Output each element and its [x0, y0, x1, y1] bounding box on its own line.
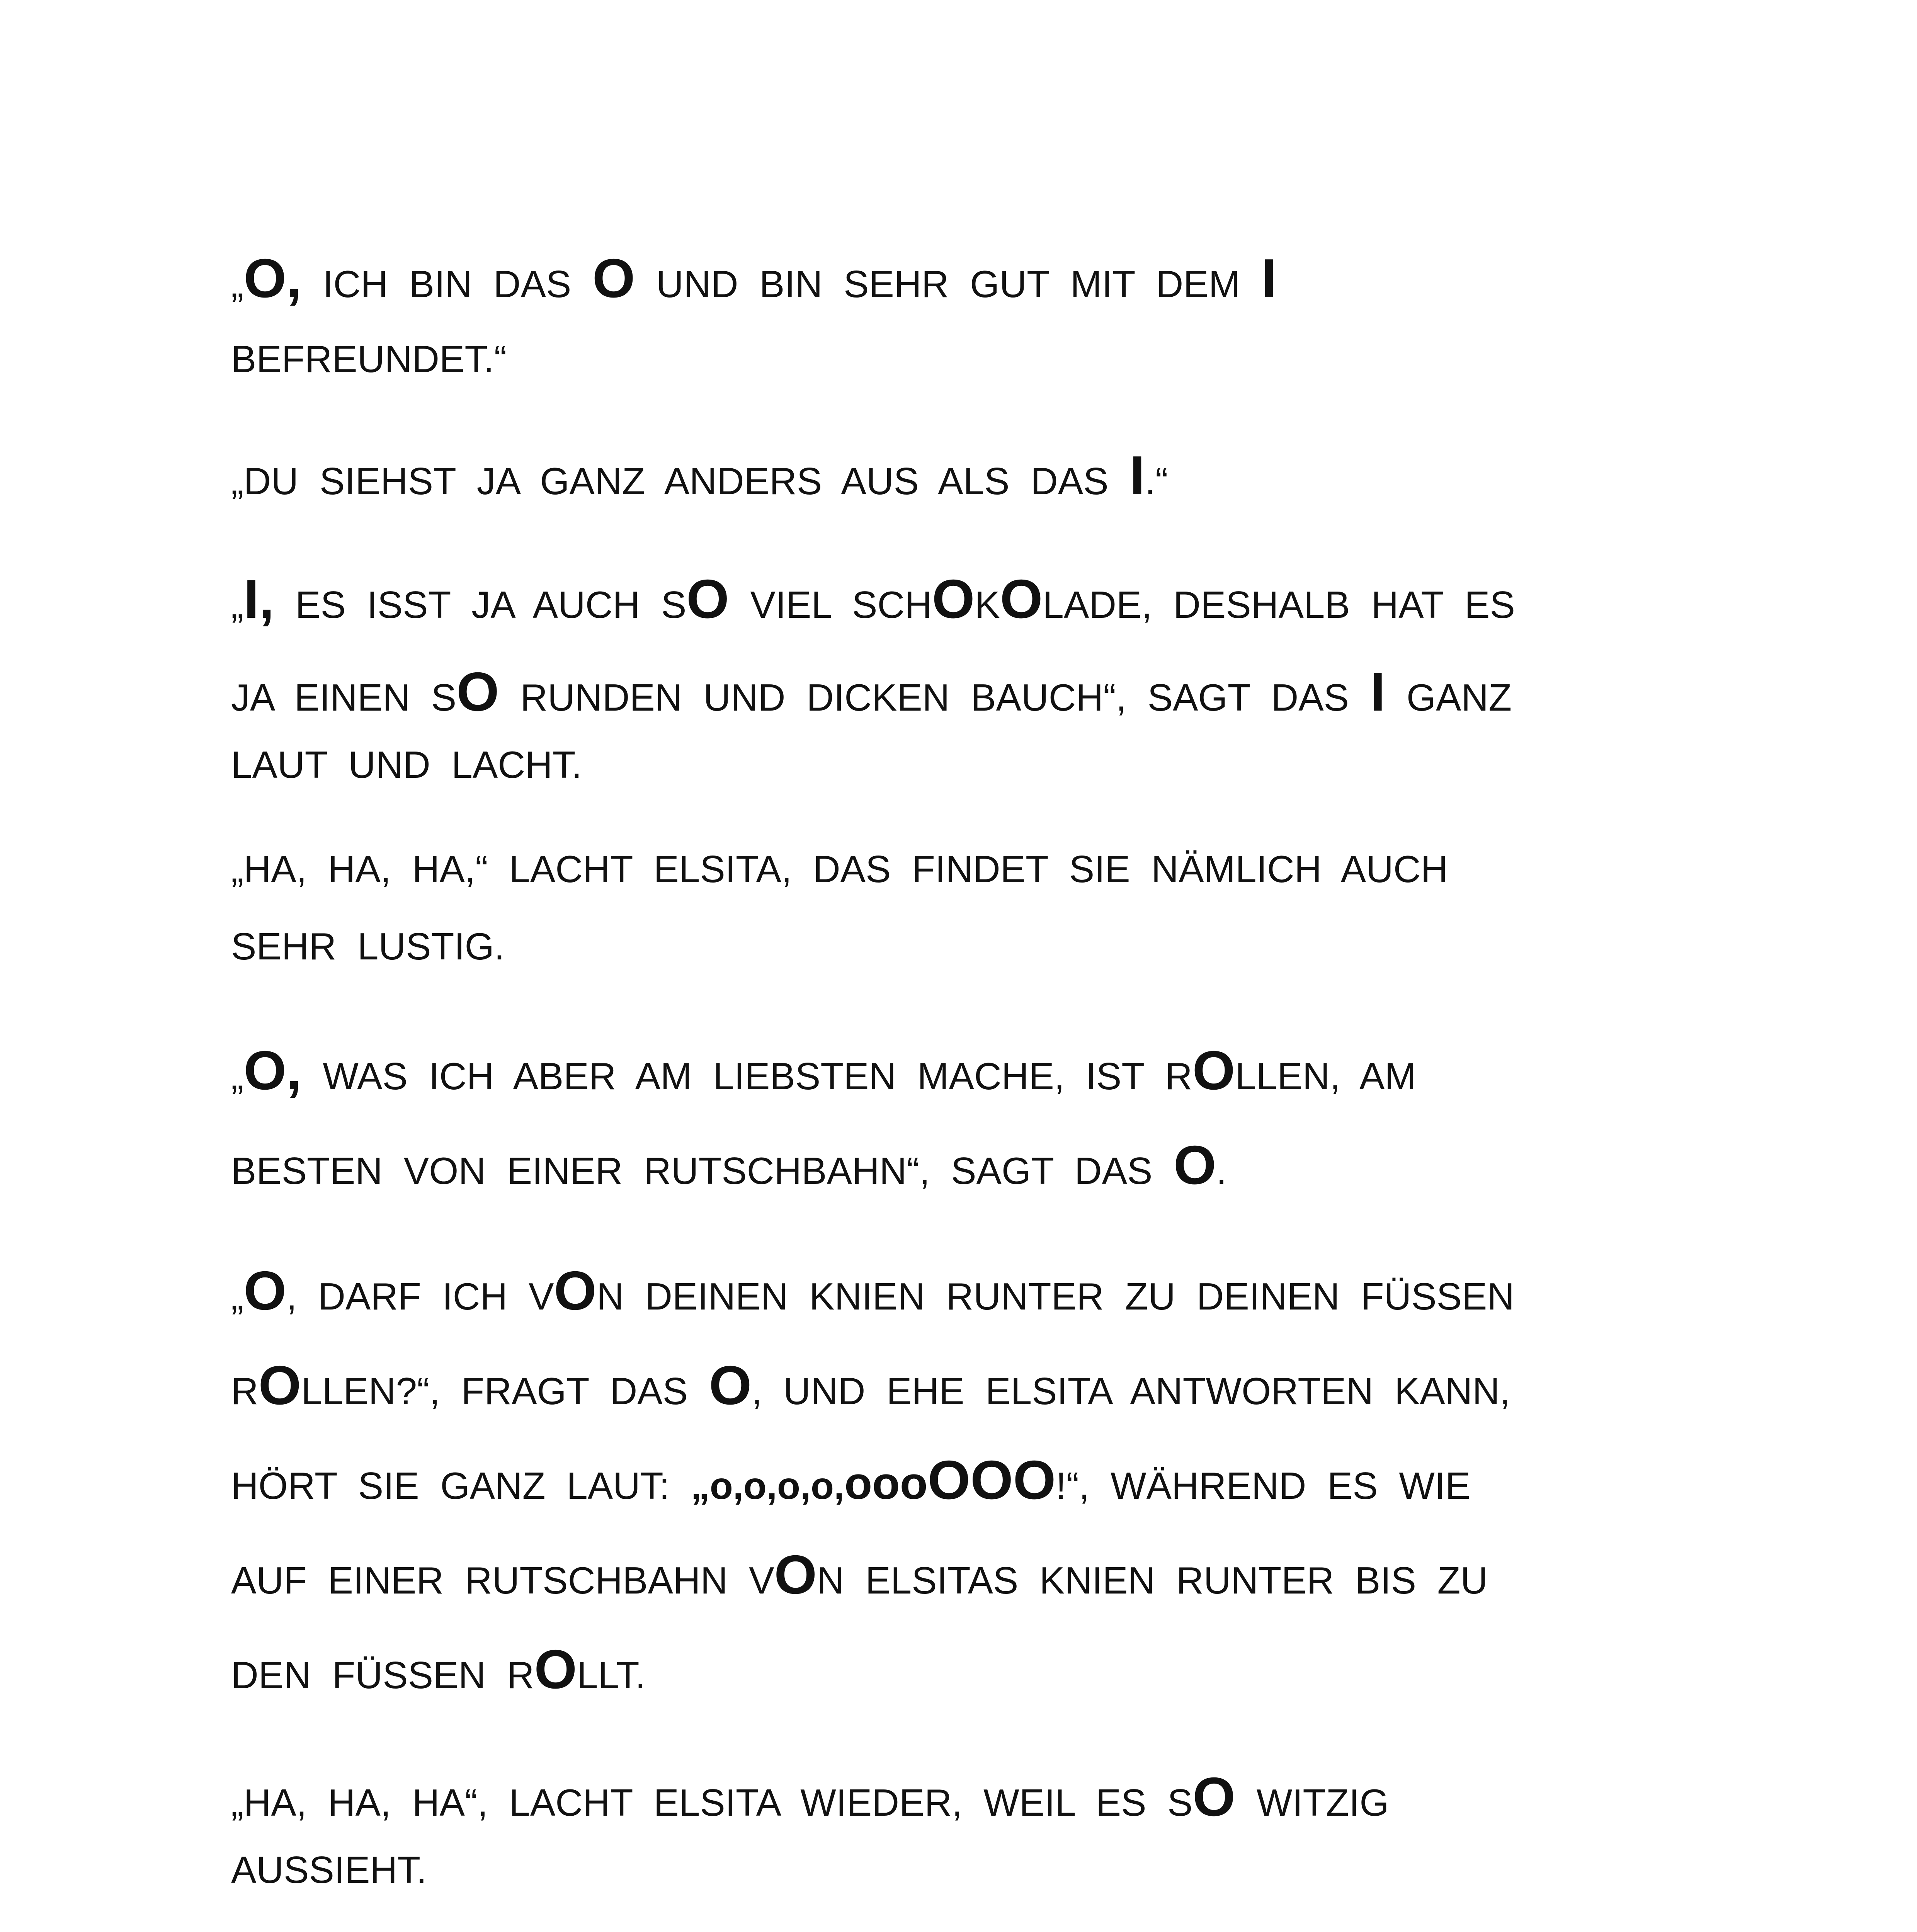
text-segment: UND BIN SEHR GUT MIT DEM: [635, 263, 1261, 305]
emphasized-letter: O: [1173, 1134, 1216, 1196]
story-line: [231, 1260, 1515, 1321]
story-line: [231, 1639, 646, 1700]
text-segment: AUF EINER RUTSCHBAHN V: [231, 1559, 774, 1602]
emphasized-letter: O: [1192, 1040, 1235, 1101]
emphasized-letter: OOO: [927, 1449, 1056, 1511]
story-line: [231, 340, 507, 378]
emphasized-letter: I: [1370, 661, 1386, 723]
story-line: [231, 925, 505, 968]
emphasized-letter: O: [932, 568, 975, 630]
story-line: [231, 1544, 1488, 1605]
emphasized-letter: O: [774, 1544, 817, 1605]
text-segment: LLEN?“, FRAGT DAS: [301, 1370, 709, 1412]
text-segment: WITZIG: [1235, 1781, 1389, 1824]
emphasized-letter: O: [456, 661, 499, 723]
emphasized-letter: I,: [243, 568, 274, 630]
story-line: [231, 1040, 1417, 1101]
emphasized-letter: I: [1129, 445, 1145, 506]
text-segment: N ELSITAS KNIEN RUNTER BIS ZU: [817, 1559, 1488, 1602]
story-line: [231, 1449, 1471, 1511]
text-segment: N DEINEN KNIEN RUNTER ZU DEINEN FÜSSEN: [596, 1275, 1515, 1318]
emphasized-letter: I: [1261, 248, 1277, 309]
text-segment: BESTEN VON EINER RUTSCHBAHN“, SAGT DAS: [231, 1150, 1174, 1192]
emphasized-letter: O: [1192, 1766, 1236, 1828]
emphasized-letter: O: [534, 1639, 577, 1700]
text-segment: „: [231, 1275, 244, 1318]
emphasized-letter: O: [592, 248, 635, 309]
story-line: [231, 1766, 1389, 1828]
story-line: [231, 1134, 1227, 1196]
text-segment: HÖRT SIE GANZ LAUT:: [231, 1464, 691, 1507]
emphasized-letter: O: [258, 1355, 301, 1416]
text-segment: GANZ: [1385, 676, 1512, 719]
text-segment: RUNDEN UND DICKEN BAUCH“, SAGT DAS: [499, 676, 1370, 719]
text-segment: „: [231, 263, 244, 305]
text-segment: DEN FÜSSEN R: [231, 1654, 534, 1696]
text-segment: JA EINEN S: [231, 676, 457, 719]
emphasized-letter: O,: [243, 248, 302, 309]
text-segment: .: [1216, 1150, 1227, 1192]
emphasized-letter: O,: [243, 1040, 302, 1101]
text-segment: ES ISST JA AUCH S: [274, 583, 687, 626]
emphasized-letter: O: [1000, 568, 1043, 630]
text-segment: AUSSIEHT.: [231, 1849, 427, 1891]
text-segment: LAUT UND LACHT.: [231, 743, 582, 786]
text-segment: LLT.: [577, 1654, 646, 1696]
story-line: [231, 661, 1512, 723]
text-segment: WAS ICH ABER AM LIEBSTEN MACHE, IST R: [301, 1055, 1192, 1097]
text-segment: VIEL SCH: [729, 583, 932, 626]
story-line: [231, 850, 1448, 888]
text-segment: BEFREUNDET.“: [231, 338, 507, 380]
emphasized-letter: O: [243, 1260, 287, 1321]
text-segment: R: [231, 1370, 259, 1412]
emphasized-letter: „o,o,o,o,: [691, 1464, 845, 1507]
emphasized-letter: O: [554, 1260, 597, 1321]
text-segment: „HA, HA, HA,“ LACHT ELSITA, DAS FINDET SIE NÄMLICH AUCH: [231, 848, 1448, 890]
story-line: [231, 568, 1515, 630]
text-segment: , UND EHE ELSITA ANTWORTEN KANN,: [752, 1370, 1510, 1412]
text-segment: LLEN, AM: [1235, 1055, 1417, 1097]
text-segment: „: [231, 583, 244, 626]
story-line: [231, 1851, 427, 1889]
emphasized-letter: ooo: [844, 1458, 928, 1509]
text-segment: „: [231, 1055, 244, 1097]
text-segment: „DU SIEHST JA GANZ ANDERS AUS ALS DAS: [231, 460, 1130, 502]
story-line: [231, 1355, 1510, 1416]
text-segment: K: [975, 583, 1000, 626]
story-line: [231, 743, 582, 786]
text-segment: ICH BIN DAS: [301, 263, 592, 305]
text-segment: LADE, DESHALB HAT ES: [1043, 583, 1515, 626]
story-line: [231, 445, 1168, 506]
text-segment: SEHR LUSTIG.: [231, 925, 505, 968]
text-segment: !“, WÄHREND ES WIE: [1056, 1464, 1471, 1507]
emphasized-letter: O: [709, 1355, 752, 1416]
text-segment: „HA, HA, HA“, LACHT ELSITA WIEDER, WEIL ES S: [231, 1781, 1193, 1824]
emphasized-letter: O: [686, 568, 729, 630]
text-segment: .“: [1145, 460, 1168, 502]
text-segment: , DARF ICH V: [286, 1275, 554, 1318]
story-line: [231, 248, 1277, 309]
